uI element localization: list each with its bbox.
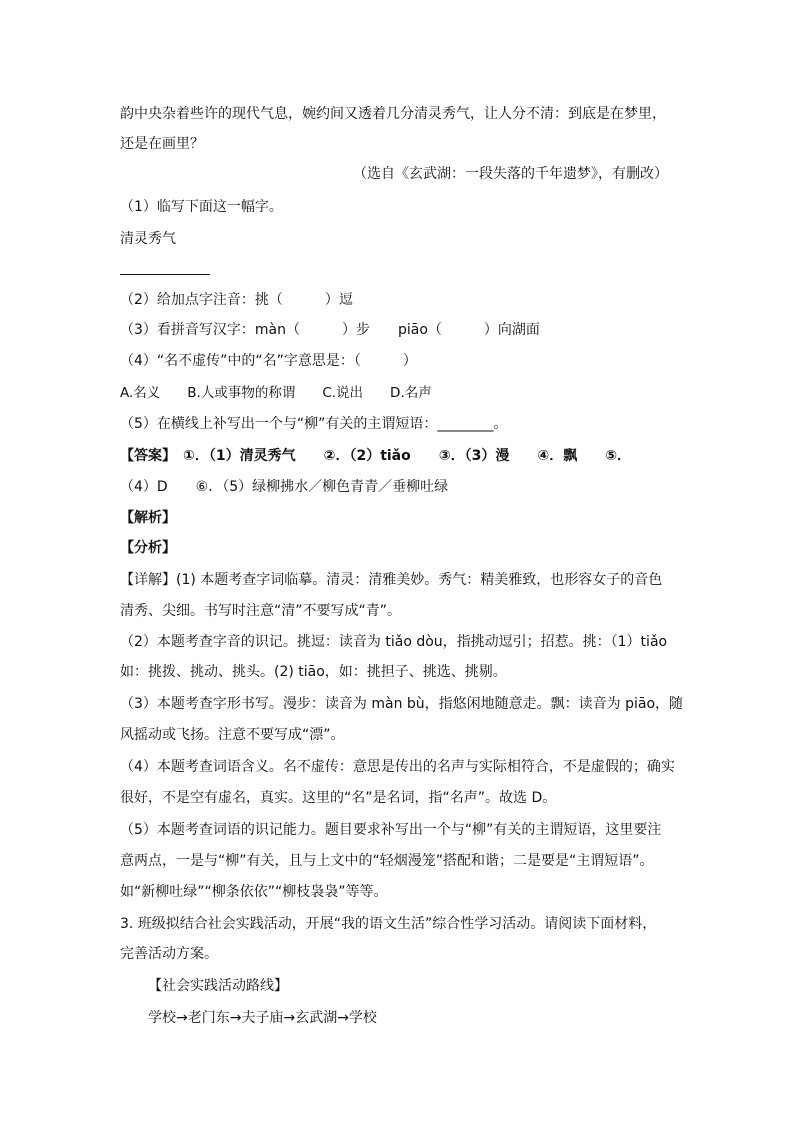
passage-source: （选自《玄武湖：一段失落的千年遗梦》，有删改） <box>353 166 668 182</box>
question-3-intro-1: 3. 班级拟结合社会实践活动，开展“我的语文生活”综合性学习活动。请阅读下面材料， <box>120 916 657 932</box>
question-1: （1）临写下面这一幅字。 <box>120 199 283 215</box>
detail-line-8: 很好，不是空有虚名，真实。这里的“名”是名词，指“名声”。故选 D。 <box>120 790 557 806</box>
question-3: （3）看拼音写汉字：màn（ ）步 piāo（ ）向湖面 <box>120 322 540 338</box>
question-3-intro-2: 完善活动方案。 <box>120 946 218 962</box>
question-2: （2）给加点字注音：挑（ ）逗 <box>120 292 353 308</box>
detail-line-4: 如：挑拨、挑动、挑头。(2) tiāo，如：挑担子、挑选、挑剔。 <box>120 664 507 680</box>
answer-line-1: 【答案】 ①．（1）清灵秀气 ②．（2）tiǎo ③．（3）漫 ④．飘 ⑤． <box>120 448 632 464</box>
detail-line-10: 意两点，一是与“柳”有关，且与上文中的“轻烟漫笼”搭配和谐；二是要是“主谓短语”。 <box>120 853 654 869</box>
detail-line-7: （4）本题考查词语含义。名不虚传：意思是传出的名声与实际相符合，不是虚假的；确实 <box>120 759 675 775</box>
answer-line-2: （4）D ⑥．（5）绿柳拂水／柳色青青／垂柳吐绿 <box>120 479 449 495</box>
detail-line-9: （5）本题考查词语的识记能力。题目要求补写出一个与“柳”有关的主谓短语，这里要注 <box>120 822 662 838</box>
detail-line-5: （3）本题考查字形书写。漫步：读音为 màn bù，指悠闲地随意走。飘：读音为 piāo，随 <box>120 696 684 712</box>
detail-line-1: 【详解】(1) 本题考查字词临摹。清灵：清雅美妙。秀气：精美雅致，也形容女子的音色 <box>120 572 663 588</box>
question-1-sample: 清灵秀气 <box>120 231 176 247</box>
detail-line-6: 风摇动或飞扬。注意不要写成“漂”。 <box>120 727 345 743</box>
detail-line-3: （2）本题考查字音的识记。挑逗：读音为 tiǎo dòu，指挑动逗引；招惹。挑：（1）tiǎo <box>120 634 668 650</box>
analysis-heading: 【解析】 <box>120 510 176 526</box>
copy-line <box>120 274 210 275</box>
route-heading: 【社会实践活动路线】 <box>148 978 288 994</box>
question-5: （5）在横线上补写出一个与“柳”有关的主谓短语：________。 <box>120 416 508 432</box>
passage-line-1: 韵中央杂着些许的现代气息，婉约间又透着几分清灵秀气，让人分不清：到底是在梦里， <box>120 106 666 122</box>
question-4: （4）“名不虚传”中的“名”字意思是：（ ） <box>120 353 417 369</box>
route-text: 学校→老门东→夫子庙→玄武湖→学校 <box>148 1010 377 1026</box>
detail-line-11: 如“新柳吐绿”“柳条依依”“柳枝袅袅”等等。 <box>120 884 388 900</box>
fenxi-heading: 【分析】 <box>120 540 176 556</box>
question-4-options: A.名义 B.人或事物的称谓 C.说出 D.名声 <box>120 385 432 401</box>
detail-line-2: 清秀、尖细。书写时注意“清”不要写成“青”。 <box>120 603 402 619</box>
passage-line-2: 还是在画里？ <box>120 136 204 152</box>
